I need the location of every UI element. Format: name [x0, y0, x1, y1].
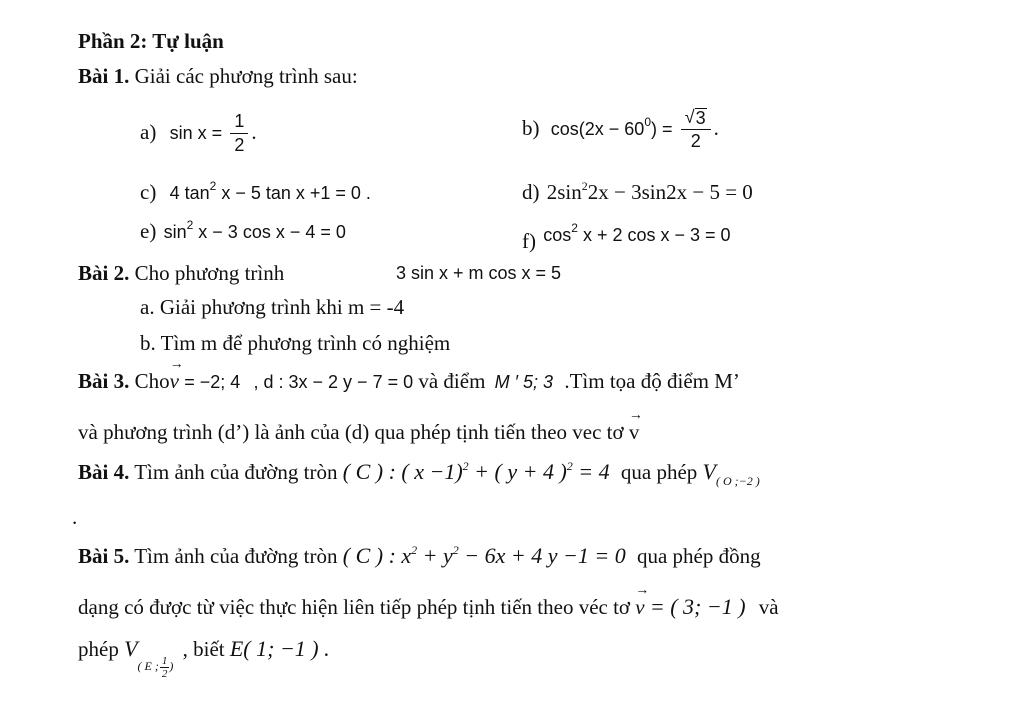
bai5-map: V [124, 636, 138, 661]
bai5-and: và [758, 595, 779, 619]
bai5-label: Bài 5. [78, 544, 130, 568]
bai1-f-exp: 2 [571, 221, 578, 235]
bai4-map: V [702, 459, 716, 484]
bai1-d-exp: 2 [581, 179, 588, 193]
bai4-via: qua phép [620, 460, 698, 484]
bai4-text: Tìm ảnh của đường tròn [134, 460, 338, 484]
bai1-a-lhs: sin x = [169, 123, 223, 143]
bai5-line2 [78, 594, 779, 619]
bai1-e-label: e) [140, 219, 157, 243]
bai2-item-b: b. Tìm m để phương trình có nghiệm [140, 331, 451, 355]
bai1-c [140, 180, 371, 204]
bai5-line3 [78, 636, 330, 680]
bai5-map-sub-den: 2 [161, 667, 168, 680]
bai5-text: Tìm ảnh của đường tròn [134, 544, 338, 568]
bai3-line2-text: và phương trình (d’) là ảnh của (d) qua phép tịnh tiến theo vec tơ [78, 420, 624, 444]
bai4-circle-e1: 2 [462, 459, 469, 473]
bai5-vec-value: = ( 3; −1 ) [649, 594, 746, 619]
bai1-d-label: d) [522, 180, 540, 204]
bai1-f-p1: cos [543, 225, 572, 245]
bai4-circle-e2: 2 [566, 459, 573, 473]
bai1-d [522, 180, 753, 204]
part-heading: Phần 2: Tự luận [78, 29, 224, 53]
bai1-a-label: a) [140, 120, 157, 144]
bai1-a-end: . [251, 120, 257, 144]
bai1-b-label: b) [522, 116, 540, 141]
bai1-c-label: c) [140, 180, 157, 204]
bai1-c-exp: 2 [209, 179, 217, 193]
bai3-line-d: , d : 3x − 2 y − 7 = 0 [253, 372, 414, 392]
bai5-line1 [78, 543, 761, 568]
bai2-equation: 3 sin x + m cos x = 5 [396, 263, 562, 283]
bai3-vec-value: = −2; 4 [184, 372, 241, 392]
bai5-circle-p1: ( C ) : x [342, 543, 412, 568]
bai5-given: , biết [182, 637, 225, 661]
bai1-f-p2: x + 2 cos x − 3 = 0 [582, 225, 731, 245]
bai5-map-sub-post: ) [169, 659, 174, 673]
bai5-circle-e2: 2 [452, 543, 459, 557]
bai1-c-p2: x − 5 tan x +1 = 0 . [221, 183, 371, 203]
bai1-b-num-rad: 3 [695, 108, 706, 128]
bai5-text2: qua phép đồng [636, 544, 761, 568]
bai3-label: Bài 3. [78, 369, 130, 393]
bai3-vector: → v [170, 369, 179, 393]
bai1-b-end: . [713, 116, 719, 141]
bai2-heading [78, 261, 284, 285]
bai4-line [78, 459, 760, 489]
bai5-map-sub-pre: ( E ; [137, 659, 159, 673]
bai1-b-rhs: ) = [651, 119, 673, 140]
bai3-line2-vector: → v [629, 420, 640, 444]
bai1-heading [78, 64, 358, 88]
bai5-map-sub-num: 1 [161, 654, 168, 667]
bai1-b-den: 2 [690, 130, 701, 151]
bai1-f-label: f) [522, 229, 536, 253]
bai3-cho: Cho [134, 369, 170, 393]
bai1-e-p1: sin [163, 222, 187, 242]
bai5-circle-p3: − 6x + 4 y −1 = 0 [464, 543, 626, 568]
bai5-map-sub-fraction [160, 655, 170, 680]
bai1-a-fraction [230, 112, 248, 156]
bai3-point: M ′ 5; 3 [494, 372, 554, 392]
bai5-vector: → v [635, 595, 644, 619]
bai1-b-exp: 0 [644, 115, 651, 130]
bai1-c-p1: 4 tan [169, 183, 210, 203]
bai5-point: E( 1; −1 ) . [229, 636, 330, 661]
bai1-label: Bài 1. [78, 64, 130, 88]
bai4-dot: . [72, 505, 78, 529]
bai1-b [522, 108, 719, 152]
bai4-map-sub: ( O ;−2 ) [716, 474, 760, 488]
bai1-b-num: √ 3 [681, 108, 711, 130]
bai4-circle-p1: ( C ) : ( x −1) [342, 459, 463, 484]
bai5-line3-start: phép [78, 637, 119, 661]
bai4-circle-p2: + ( y + 4 ) [474, 459, 567, 484]
bai1-a-num: 1 [230, 112, 248, 134]
bai3-text-end: .Tìm tọa độ điểm M’ [564, 369, 740, 393]
bai1-a-den: 2 [234, 134, 245, 155]
bai4-label: Bài 4. [78, 460, 130, 484]
bai1-b-lhs: cos(2x − 60 [550, 119, 645, 140]
bai5-line2-text: dạng có được từ việc thực hiện liên tiếp phép tịnh tiến theo véc tơ [78, 595, 631, 619]
bai3-line2 [78, 420, 639, 444]
bai2-text: Cho phương trình [134, 261, 285, 285]
bai1-text: Giải các phương trình sau: [134, 64, 358, 88]
bai1-d-p2: 2x − 3sin2x − 5 = 0 [587, 180, 753, 204]
bai2-label: Bài 2. [78, 261, 130, 285]
bai3-and-point: và điểm [418, 369, 486, 393]
bai1-e-p2: x − 3 cos x − 4 = 0 [198, 222, 346, 242]
bai5-circle-e1: 2 [411, 543, 418, 557]
bai1-e [140, 219, 346, 243]
bai1-e-exp: 2 [186, 218, 194, 232]
bai1-a [140, 112, 257, 156]
bai1-f [522, 221, 731, 253]
bai2-item-a: a. Giải phương trình khi m = -4 [140, 295, 405, 319]
bai1-d-p1: 2sin [546, 180, 582, 204]
bai5-circle-p2: + y [422, 543, 453, 568]
bai4-circle-p3: = 4 [578, 459, 610, 484]
bai3-line1 [78, 369, 740, 393]
bai1-b-fraction [681, 108, 711, 152]
